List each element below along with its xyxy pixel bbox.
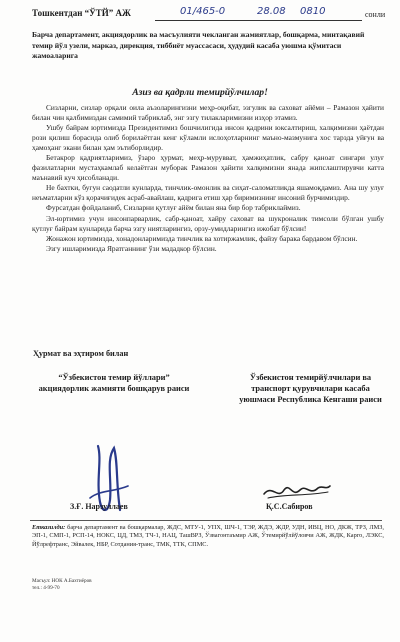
footer-responsible: Масъул: НОК А.Бахтиёров — [32, 578, 92, 584]
handwritten-extra: 0810 — [300, 6, 326, 17]
body-paragraph: Фурсатдан фойдаланиб, Сизларни қутлуғ айём билан яна бир бор табриклаймиз. — [46, 203, 301, 213]
closing-line: Ҳурмат ва эҳтиром билан — [33, 349, 129, 358]
body-paragraph: Не бахтки, бугун саодатли кунларда, тинчлик-омонлик ва сиҳат-саломатликда яшамоқдамиз. Ана шу улуғ неъматларни кўз қорачиғидек асраб-авайлаш, қадрига етиш ҳар биримизнинг инсоний бурчимиздир. — [32, 183, 384, 203]
greeting-heading: Азиз ва қадрли темирйўлчилар! — [132, 87, 268, 98]
body-paragraph: Жонажон юртимизда, хонадонларимизда тинчлик ва хотиржамлик, файзу барака бардавом бўлсин. — [46, 233, 358, 243]
body-paragraph: Эл-юртимиз учун инсонпарварлик, сабр-қаноат, хайру саховат ва шукроналик тимсоли бўлган ушбу қутлуғ байрам кунларида барча эзгу ниятларингиз, орзу-умидларингиз ижобат бўлсин! — [32, 213, 384, 233]
footer-phone: тел.: 4-99-70 — [32, 585, 60, 591]
left-signatory-title: “Ўзбекистон темир йўллари” акциядорлик жамияти бошқарув раиси — [38, 373, 190, 393]
recipients-block — [32, 524, 384, 549]
recipients-label: Етказилди: — [32, 524, 66, 531]
body-paragraph: Эзгу ишларимизда Яратганнинг ўзи мададкор бўлсин. — [46, 243, 217, 253]
handwritten-number: 01/465-0 — [180, 6, 226, 17]
body-paragraph: Ушбу байрам юртимизда Президентимиз бошчилигида инсон қадрини юксалтириш, халқимизни ҳаётдан рози қилиш борасида олиб борилаётган кенг кўламли ислоҳотларнинг маъно-мазмунига хос тарзда уйғун ва ҳамоҳанг экани билан ҳам эътиборлидир. — [32, 123, 384, 153]
body-paragraph: Бетакрор қадриятларимиз, ўзаро ҳурмат, меҳр-мурувват, ҳамжиҳатлик, сабру қаноат сингари улуғ фазилатларни мустаҳкамлаб келаётган муборак Рамазон ҳайити халқимизни янада жипслаштирувчи катта маънавий куч ҳисобланади. — [32, 153, 384, 183]
right-signatory-name: Қ.С.Сабиров — [266, 502, 313, 511]
recipients-text: барча департамент ва бошқармалар, ЖДС, МТУ-1, УПХ, ШЧ-1, ТЭР, ЖДЭ, ЖДР, УДН, ИВЦ, НО, ДКЖ, ТРЗ, ЛМЗ, ЭП-1, СМП-1, РСП-14, НОКС, ЦД, ТМЗ, ТЧ-1, НАЦ, ТашВРЗ, Ўзвагонтаъмир АЖ, Ўтемирйўлйўловчи АЖ, ЖДК, Карго, ЛЭКС, Йўлрефтранс, Эйвалек, НБР, Сотдания-транс, ТМК, ТТК, СПМС. — [32, 524, 384, 548]
letter-header — [0, 6, 400, 24]
letter-body — [32, 103, 384, 254]
recipients-divider — [30, 520, 382, 521]
issuer-label: Тошкентдан “ЎТЙ” АЖ — [32, 8, 131, 18]
addressee-block: Барча департамент, акциядорлик ва масъулияти чекланган жамиятлар, бошқарма, минтақавий темир йўл узели, марказ, дирекция, тиббиёт муассасаси, ҳудудий касаба уюшма қўмитаси жамоаларига — [32, 30, 365, 60]
body-paragraph: Сизларни, сизлар орқали оила аъзоларингизни меҳр-оқибат, эзгулик ва саховат айёми – Рамазон ҳайити билан чин қалбимиздан самимий табриклаб, энг эзгу тилакларимизни изҳор этамиз. — [32, 103, 384, 123]
right-signatory-title: Ўзбекистон темирйўлчилари ва транспорт қурувчилари касаба уюшмаси Республика Кенгаши раиси — [239, 373, 382, 404]
number-suffix: сонли — [365, 10, 386, 19]
handwritten-date: 28.08 — [257, 6, 286, 17]
left-signatory-name: З.Ғ. Нарзуллаев — [70, 502, 128, 511]
header-underline — [155, 20, 362, 21]
footer-contact — [32, 578, 92, 592]
